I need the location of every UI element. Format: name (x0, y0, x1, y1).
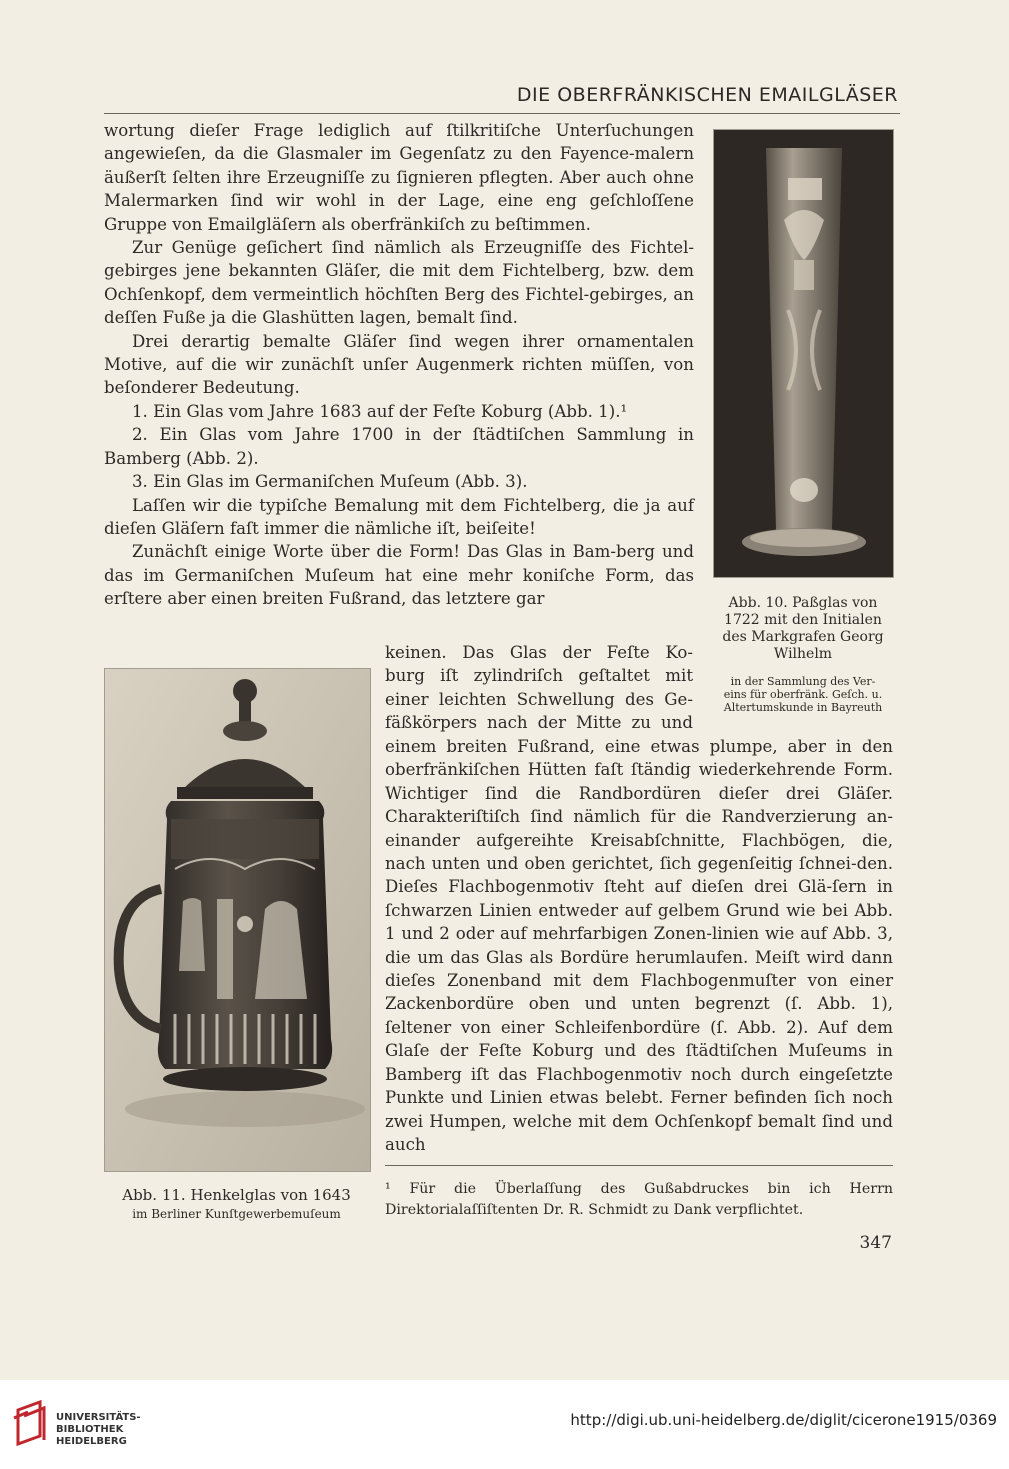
credit-line: Altertumskunde in Bayreuth (723, 701, 883, 714)
header-rule (104, 113, 900, 114)
running-header: DIE OBERFRÄNKISCHEN EMAILGLÄSER (516, 84, 898, 106)
paragraph: Laſſen wir die typiſche Bemalung mit dem Fichtelberg, die ja auf dieſen Gläſern faſt immer die nämliche iſt, beiſeite! (104, 495, 694, 538)
caption-line: Wilhelm (773, 646, 833, 662)
logo-line: HEIDELBERG (56, 1436, 127, 1447)
figure-10-credit (712, 675, 894, 714)
source-url-link[interactable]: http://digi.ub.uni-heidelberg.de/diglit/cicerone1915/0369 (570, 1411, 997, 1429)
paragraph: einem breiten Fußrand, eine etwas plumpe, aber in den oberfränkiſchen Hütten faſt ſtändig wiederkehrende Form. Wichtiger ſind die Randbordüren dieſer drei Gläſer. Charakteriſtiſch ſind nämlich für die Randverzierung an-einander aufgereihte Kreisabſchnitte, Flachbögen, die, nach unten und oben gerichtet, ſich gegenſeitig ſchnei-den. Dieſes Flachbogenmotiv ſteht auf dieſen drei Glä-ſern in ſchwarzen Linien entweder auf gelbem Grund wie bei Abb. 1 und 2 oder auf mehrfarbigen Zonen-linien wie auf Abb. 3, die um das Glas als Bordüre herumlaufen. Meiſt wird dann dieſes Zonenband mit dem Flachbogenmuſter von einer Zackenbordüre oben und unten begrenzt (ſ. Abb. 1), ſeltener von einer Schleifenbordüre (ſ. Abb. 2). Auf dem Glaſe der Feſte Koburg und des ſtädtiſchen Muſeums in Bamberg iſt das Flachbogenmotiv noch durch eingeſetzte Punkte und Linien etwas belebt. Ferner befinden ſich noch zwei Humpen, welche mit dem Ochſenkopf bemalt ſind und auch (385, 737, 893, 1154)
page-number: 347 (859, 1233, 892, 1253)
text-line: fäßkörpers nach der Mitte zu und (385, 713, 693, 733)
caption-line: Abb. 11. Henkelglas von 1643 (122, 1186, 351, 1204)
library-logo-text (56, 1412, 141, 1448)
caption-line: 1722 mit den Initialen (724, 612, 882, 628)
text-line: burg iſt zylindriſch geſtaltet mit (385, 666, 693, 686)
credit-line: im Berliner Kunſtgewerbemuſeum (132, 1207, 341, 1221)
figure-11-caption (104, 1187, 369, 1204)
credit-line: in der Sammlung des Ver- (730, 675, 876, 688)
credit-line: eins für oberfränk. Geſch. u. (723, 688, 883, 701)
paragraph: wortung dieſer Frage lediglich auf ſtilkritiſche Unterſuchungen angewieſen, da die Glasmaler im Gegenſatz zu den Fayence-malern äußerſt ſelten ihre Erzeugniſſe zu ſignieren pflegten. Aber auch ohne Malermarken ſind wir wohl in der Lage, eine eng geſchloſſene Gruppe von Emailgläſern als oberfränkiſch zu beſtimmen. (104, 121, 694, 234)
library-logo-icon (10, 1400, 50, 1450)
text-line: keinen. Das Glas der Feſte Ko- (385, 643, 693, 662)
text-line: einer leichten Schwellung des Ge- (385, 689, 693, 709)
paragraph: Drei derartig bemalte Gläſer ſind wegen ihrer ornamentalen Motive, auf die wir zunächſt unſer Augenmerk richten müſſen, von beſonderer Bedeutung. (104, 331, 694, 398)
figure-11-credit (104, 1208, 369, 1221)
logo-line: UNIVERSITÄTS- (56, 1412, 141, 1423)
footnote: ¹ Für die Überlaſſung des Gußabdruckes bin ich Herrn Direktorialaſſiſtenten Dr. R. Schmidt zu Dank verpflichtet. (385, 1181, 893, 1218)
paragraph: Zur Genüge geſichert ſind nämlich als Erzeugniſſe des Fichtel-gebirges jene bekannten Gläſer, die mit dem Fichtelberg, bzw. dem Ochſenkopf, dem vermeintlich höchſten Berg des Fichtel-gebirges, an deſſen Fuße ja die Glashütten lagen, bemalt ſind. (104, 238, 694, 328)
list-item: 1. Ein Glas vom Jahre 1683 auf der Feſte Koburg (Abb. 1).¹ (132, 401, 628, 421)
list-item: 3. Ein Glas im Germaniſchen Muſeum (Abb. 3). (132, 472, 528, 492)
footnote-rule (385, 1165, 893, 1166)
lower-text-column (385, 735, 893, 1156)
tankard-illustration (105, 669, 370, 1171)
main-text-column (104, 119, 694, 611)
paragraph: Zunächſt einige Worte über die Form! Das Glas in Bam-berg und das im Germaniſchen Muſeum hat eine mehr koniſche Form, das erſtere aber einen breiten Fußrand, das letztere gar (104, 542, 694, 609)
figure-11-photo (104, 668, 371, 1172)
figure-10-caption (712, 595, 894, 663)
logo-line: BIBLIOTHEK (56, 1424, 124, 1435)
caption-line: des Markgrafen Georg (722, 629, 884, 645)
wrapped-lines (385, 641, 693, 735)
caption-line: Abb. 10. Paßglas von (728, 595, 878, 611)
list-item: 2. Ein Glas vom Jahre 1700 in der ſtädtiſchen Sammlung in Bamberg (Abb. 2). (104, 425, 694, 468)
glass-illustration (714, 130, 893, 577)
figure-10-photo (713, 129, 894, 578)
